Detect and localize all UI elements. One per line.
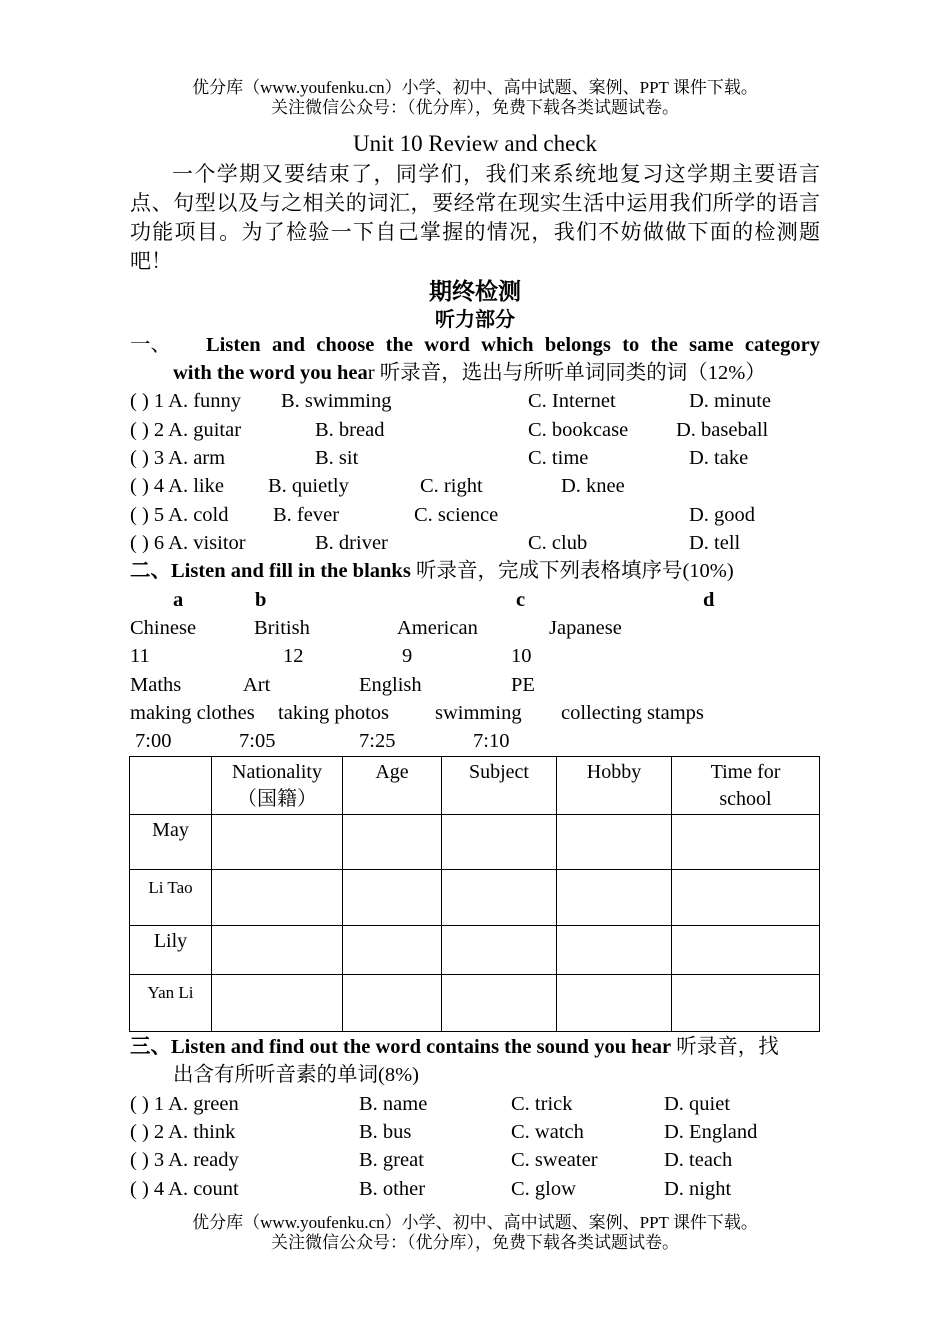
answer-cell[interactable]: [557, 870, 672, 926]
section-title: 听力部分: [435, 309, 515, 331]
answer-cell[interactable]: [343, 926, 442, 975]
answer-cell[interactable]: [442, 975, 557, 1032]
table-header-age: Age: [343, 757, 442, 815]
part3-instruction-line2: 出含有所听音素的单词(8%): [173, 1064, 419, 1086]
p3-q3-c: C. sweater: [511, 1149, 598, 1171]
hobby-d: collecting stamps: [561, 702, 704, 724]
p3-q1-a: ( ) 1 A. green: [130, 1093, 239, 1115]
p1-q4-c: C. right: [420, 475, 483, 497]
intro-paragraph: 一个学期又要结束了，同学们，我们来系统地复习这学期主要语言点、句型以及与之相关的词汇，要经常在现实生活中运用我们所学的语言功能项目。为了检验一下自己掌握的情况，我们不妨做做下面的检测题吧！: [130, 162, 820, 273]
p1-q3-d: D. take: [689, 447, 749, 469]
answer-cell[interactable]: [343, 870, 442, 926]
p1-q5-a: ( ) 5 A. cold: [130, 504, 229, 526]
exam-title: 期终检测: [429, 279, 521, 304]
answer-cell[interactable]: [212, 815, 343, 870]
letter-b: b: [255, 589, 267, 611]
answer-cell[interactable]: [442, 870, 557, 926]
nationality-d: Japanese: [549, 617, 622, 639]
table-header-empty: [130, 757, 212, 815]
table-row: [130, 975, 820, 1032]
p1-q2-a: ( ) 2 A. guitar: [130, 419, 242, 441]
p3-q2-d: D. England: [664, 1121, 758, 1143]
p3-q3-a: ( ) 3 A. ready: [130, 1149, 239, 1171]
answer-cell[interactable]: [212, 870, 343, 926]
table-header-time: Time for school: [672, 757, 820, 815]
part1-instruction-b-bold: with the word you hea: [173, 362, 368, 384]
part2-instruction-tail: 听录音，完成下列表格填序号(10%): [410, 560, 734, 582]
p3-q1-b: B. name: [359, 1093, 428, 1115]
subject-d: PE: [511, 674, 535, 696]
p1-q6-c: C. club: [528, 532, 588, 554]
part2-instruction-bold: Listen and fill in the blanks: [171, 560, 411, 582]
age-c: 9: [402, 645, 413, 667]
p1-q6-d: D. tell: [689, 532, 741, 554]
p1-q3-c: C. time: [528, 447, 589, 469]
answer-cell[interactable]: [672, 815, 820, 870]
p3-q1-c: C. trick: [511, 1093, 573, 1115]
page-footer-line1: 优分库（www.youfenku.cn）小学、初中、高中试题、案例、PPT 课件下载。: [192, 1213, 758, 1232]
p1-q6-b: B. driver: [315, 532, 388, 554]
age-b: 12: [283, 645, 304, 667]
part1-number: 一、: [130, 334, 171, 356]
age-a: 11: [130, 645, 150, 667]
answer-cell[interactable]: [442, 815, 557, 870]
p3-q4-d: D. night: [664, 1178, 732, 1200]
table-header-hobby: Hobby: [557, 757, 672, 815]
answer-cell[interactable]: [343, 975, 442, 1032]
time-c: 7:25: [359, 730, 396, 752]
part1-instruction-a: Listen and choose the word which belongs to the same category: [206, 334, 820, 356]
p3-q3-d: D. teach: [664, 1149, 733, 1171]
part1-instruction-b: [173, 359, 766, 387]
p1-q2-d: D. baseball: [676, 419, 769, 441]
time-b: 7:05: [239, 730, 276, 752]
answer-cell[interactable]: [343, 815, 442, 870]
answer-cell[interactable]: [672, 975, 820, 1032]
p3-q1-d: D. quiet: [664, 1093, 731, 1115]
table-row: [130, 926, 820, 975]
part3-number: 三、: [130, 1036, 171, 1058]
time-d: 7:10: [473, 730, 510, 752]
answer-cell[interactable]: [212, 975, 343, 1032]
p1-q6-a: ( ) 6 A. visitor: [130, 532, 246, 554]
p1-q3-a: ( ) 3 A. arm: [130, 447, 226, 469]
nationality-a: Chinese: [130, 617, 197, 639]
answer-cell[interactable]: [557, 926, 672, 975]
age-d: 10: [511, 645, 532, 667]
p3-q4-c: C. glow: [511, 1178, 576, 1200]
page-header-line2: 关注微信公众号：（优分库），免费下载各类试题试卷。: [271, 98, 679, 117]
table-header-subject: Subject: [442, 757, 557, 815]
answer-cell[interactable]: [672, 926, 820, 975]
answer-cell[interactable]: [672, 870, 820, 926]
hobby-a: making clothes: [130, 702, 255, 724]
table-header-row: [130, 757, 820, 815]
hobby-b: taking photos: [278, 702, 390, 724]
answer-table: [129, 756, 820, 1032]
p3-q3-b: B. great: [359, 1149, 424, 1171]
p1-q5-b: B. fever: [273, 504, 340, 526]
p1-q3-b: B. sit: [315, 447, 359, 469]
subject-a: Maths: [130, 674, 182, 696]
answer-cell[interactable]: [212, 926, 343, 975]
p1-q1-b: B. swimming: [281, 390, 392, 412]
nationality-c: American: [397, 617, 478, 639]
p1-q1-c: C. Internet: [528, 390, 616, 412]
p1-q1-a: ( ) 1 A. funny: [130, 390, 242, 412]
letter-a: a: [173, 589, 184, 611]
p3-q4-b: B. other: [359, 1178, 426, 1200]
answer-cell[interactable]: [442, 926, 557, 975]
part2-instruction: [130, 557, 734, 585]
row-name-li-tao: Li Tao: [130, 870, 212, 926]
row-name-may: May: [130, 815, 212, 870]
hobby-c: swimming: [435, 702, 522, 724]
p1-q2-c: C. bookcase: [528, 419, 629, 441]
answer-cell[interactable]: [557, 815, 672, 870]
p1-q1-d: D. minute: [689, 390, 771, 412]
table-row: [130, 870, 820, 926]
table-row: [130, 815, 820, 870]
time-a: 7:00: [135, 730, 172, 752]
answer-cell[interactable]: [557, 975, 672, 1032]
table-header-nationality: Nationality （国籍）: [212, 757, 343, 815]
part2-number: 二、: [130, 560, 171, 582]
row-name-lily: Lily: [130, 926, 212, 975]
p1-q4-b: B. quietly: [268, 475, 349, 497]
p3-q2-c: C. watch: [511, 1121, 584, 1143]
p1-q5-c: C. science: [414, 504, 499, 526]
nationality-b: British: [254, 617, 310, 639]
subject-b: Art: [243, 674, 271, 696]
p1-q5-d: D. good: [689, 504, 756, 526]
page-header-line1: 优分库（www.youfenku.cn）小学、初中、高中试题、案例、PPT 课件下载。: [192, 78, 758, 97]
part3-instruction-tail1: 听录音，找: [671, 1036, 779, 1058]
p3-q4-a: ( ) 4 A. count: [130, 1178, 239, 1200]
p1-q4-a: ( ) 4 A. like: [130, 475, 224, 497]
unit-title: Unit 10 Review and check: [353, 131, 597, 156]
part1-instruction-b-tail: r 听录音，选出与所听单词同类的词（12%）: [367, 362, 766, 384]
subject-c: English: [359, 674, 422, 696]
page-footer-line2: 关注微信公众号：（优分库），免费下载各类试题试卷。: [271, 1233, 679, 1252]
part3-instruction: [130, 1033, 779, 1061]
part3-instruction-bold: Listen and find out the word contains the sound you hear: [171, 1036, 672, 1058]
p1-q4-d: D. knee: [561, 475, 625, 497]
letter-d: d: [703, 589, 715, 611]
p3-q2-a: ( ) 2 A. think: [130, 1121, 236, 1143]
p3-q2-b: B. bus: [359, 1121, 412, 1143]
letter-c: c: [516, 589, 526, 611]
row-name-yan-li: Yan Li: [130, 975, 212, 1032]
p1-q2-b: B. bread: [315, 419, 385, 441]
